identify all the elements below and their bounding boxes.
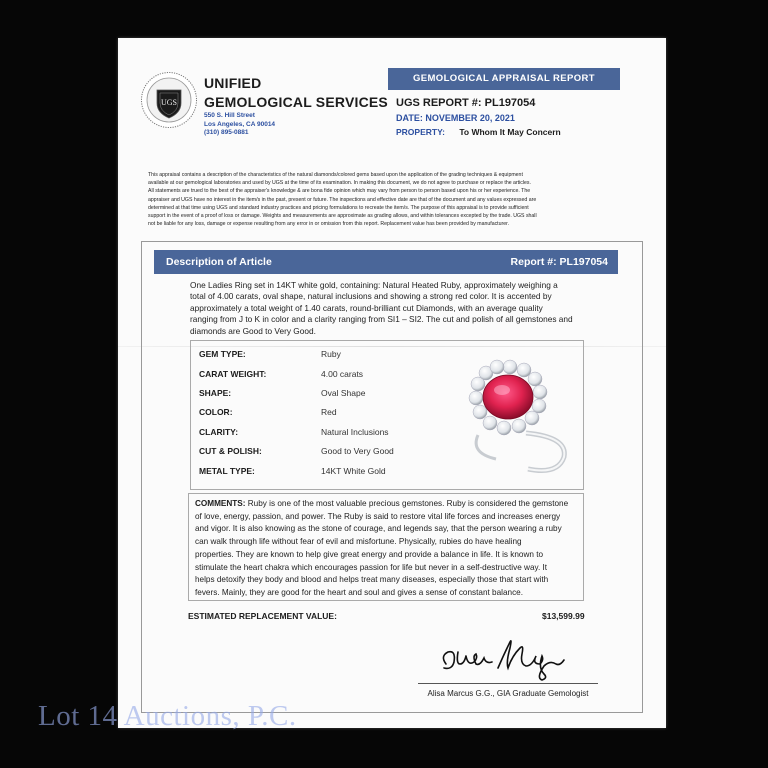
company-name-line1: UNIFIED xyxy=(204,75,262,91)
comments-line: properties. They are known to help give great energy and provide a balance in life. It is known to xyxy=(195,549,544,559)
report-property: To Whom It May Concern xyxy=(459,127,561,137)
replacement-value-label: ESTIMATED REPLACEMENT VALUE: xyxy=(188,611,337,621)
detail-value: 4.00 carats xyxy=(321,369,364,379)
ruby-ring-photo xyxy=(456,353,574,479)
comments-text xyxy=(195,498,578,600)
disclaimer-text xyxy=(148,171,640,228)
description-line: ranging from J to K in color and a clarity ranging from SI1 – SI2. The cut and polish of all gemstones and xyxy=(190,314,573,325)
disclaimer-line: appraiser and UGS have no interest in the item/s in the past, present or future. The inspections and effective date are that of the document and any values expressed are xyxy=(148,196,537,203)
detail-value: Good to Very Good xyxy=(321,446,394,456)
article-banner-report: Report #: PL197054 xyxy=(510,256,608,268)
company-phone: (310) 895-0881 xyxy=(204,129,249,136)
detail-label: COLOR: xyxy=(199,407,233,417)
disclaimer-line: available at our gemological laboratories and used by UGS at the time of its examination. In making this document, we do not agree to purchase or replace the articles. xyxy=(148,180,531,187)
comments-line: can walk through life without fear of evil and misfortune. Physically, rubies do have healing xyxy=(195,537,522,547)
report-date-label: DATE: xyxy=(396,113,423,123)
detail-label: CLARITY: xyxy=(199,427,239,437)
detail-row-cut-polish xyxy=(199,446,459,460)
company-name-line2: GEMOLOGICAL SERVICES xyxy=(204,94,388,110)
company-address2: Los Angeles, CA 90014 xyxy=(204,120,276,128)
detail-label: CUT & POLISH: xyxy=(199,446,262,456)
disclaimer-line: This appraisal contains a description of the characteristics of the natural diamonds/colored gems based upon the application of the grading techniques & equipment xyxy=(148,172,523,178)
report-info xyxy=(396,96,646,139)
report-number: PL197054 xyxy=(484,97,536,109)
detail-value: Natural Inclusions xyxy=(321,427,389,437)
comments-line: fevers. Mainly, they are good for the heart and soul and gives a sense of constant balance. xyxy=(195,587,524,597)
comments-line: of love, energy, passion, and power. The Ruby is said to restore vital life forces and increases energy xyxy=(195,511,561,521)
article-description xyxy=(190,280,585,337)
report-number-label: UGS REPORT #: xyxy=(396,97,482,109)
report-property-label: PROPERTY: xyxy=(396,127,445,137)
disclaimer-line: determined at that time using UGS and standard industry practices and pricing formulations to recreate the item/s. The purpose of this appraisal is to provide sufficient xyxy=(148,204,529,211)
detail-value: 14KT White Gold xyxy=(321,466,386,476)
description-line: total of 4.00 carats, oval shape, natural inclusions and showing a strong red color. It is accented by xyxy=(190,291,552,302)
article-section xyxy=(141,241,643,713)
detail-label: GEM TYPE: xyxy=(199,349,246,359)
comments-line: COMMENTS: Ruby is one of the most valuable precious gemstones. Ruby is considered the gemstone xyxy=(195,499,569,508)
signatory-name: Alisa Marcus G.G., GIA Graduate Gemologist xyxy=(427,689,589,698)
article-banner xyxy=(154,250,618,274)
signature-line xyxy=(418,683,598,684)
report-date: NOVEMBER 20, 2021 xyxy=(425,113,515,123)
detail-value: Red xyxy=(321,407,337,417)
detail-row-shape xyxy=(199,388,459,402)
comments-label: COMMENTS: xyxy=(195,499,246,508)
report-property-row xyxy=(396,125,646,139)
description-line: approximately a total weight of 1.40 carats, round-brilliant cut Diamonds, with an average quality xyxy=(190,302,543,313)
disclaimer-line: not be liable for any loss, damage or expense resulting from any error in or omission from this report. Replacement value has been provided by manufacturer. xyxy=(148,221,510,228)
description-line: One Ladies Ring set in 14KT white gold, containing: Natural Heated Ruby, approximately weighing a xyxy=(190,280,558,290)
replacement-value: $13,599.99 xyxy=(542,611,585,621)
auction-watermark: Lot 14 Auctions, P.C. xyxy=(38,700,297,732)
company-block xyxy=(204,74,404,138)
disclaimer-line: support in the event of a proof of loss or damage. Weights and measurements are approximate as grading allows, and within tolerances excepted by the trade. UGS shall xyxy=(148,213,537,220)
company-address1: 550 S. Hill Street xyxy=(204,112,255,119)
comments-box xyxy=(188,493,584,601)
logo-text: UGS xyxy=(160,98,178,107)
detail-row-gem-type xyxy=(199,349,459,363)
detail-value: Ruby xyxy=(321,349,341,359)
detail-label: SHAPE: xyxy=(199,388,232,398)
detail-row-carat-weight xyxy=(199,369,459,383)
handwritten-signature xyxy=(432,634,582,682)
detail-row-clarity xyxy=(199,427,459,441)
description-line: diamonds are Good to Very Good. xyxy=(190,325,316,336)
detail-value: Oval Shape xyxy=(321,388,366,398)
report-banner: GEMOLOGICAL APPRAISAL REPORT xyxy=(388,68,620,90)
detail-label: METAL TYPE: xyxy=(199,466,255,476)
gem-details-box xyxy=(190,340,584,490)
appraisal-document xyxy=(118,38,666,728)
detail-row-metal-type xyxy=(199,466,459,480)
comments-line: helps detoxify they body and blood and helps treat many diseases, especially those that start with xyxy=(195,575,549,585)
report-date-row xyxy=(396,111,646,125)
comments-line: and vigor. It is also knowing as the stone of courage, and legends say, that the person wearing a ruby xyxy=(195,524,562,534)
comments-line: stimulate the heart chakra which encourages passion for life but never in a self-destructive way. It xyxy=(195,562,548,572)
detail-row-color xyxy=(199,407,459,421)
disclaimer-line: All statements are trued to the best of the appraiser's knowledge & are bona fide opinion which may vary from person to person based upon his or her experience. The xyxy=(148,188,531,195)
report-number-row xyxy=(396,96,646,111)
ugs-seal-icon xyxy=(140,71,198,129)
article-banner-title: Description of Article xyxy=(166,256,272,268)
detail-label: CARAT WEIGHT: xyxy=(199,369,267,379)
